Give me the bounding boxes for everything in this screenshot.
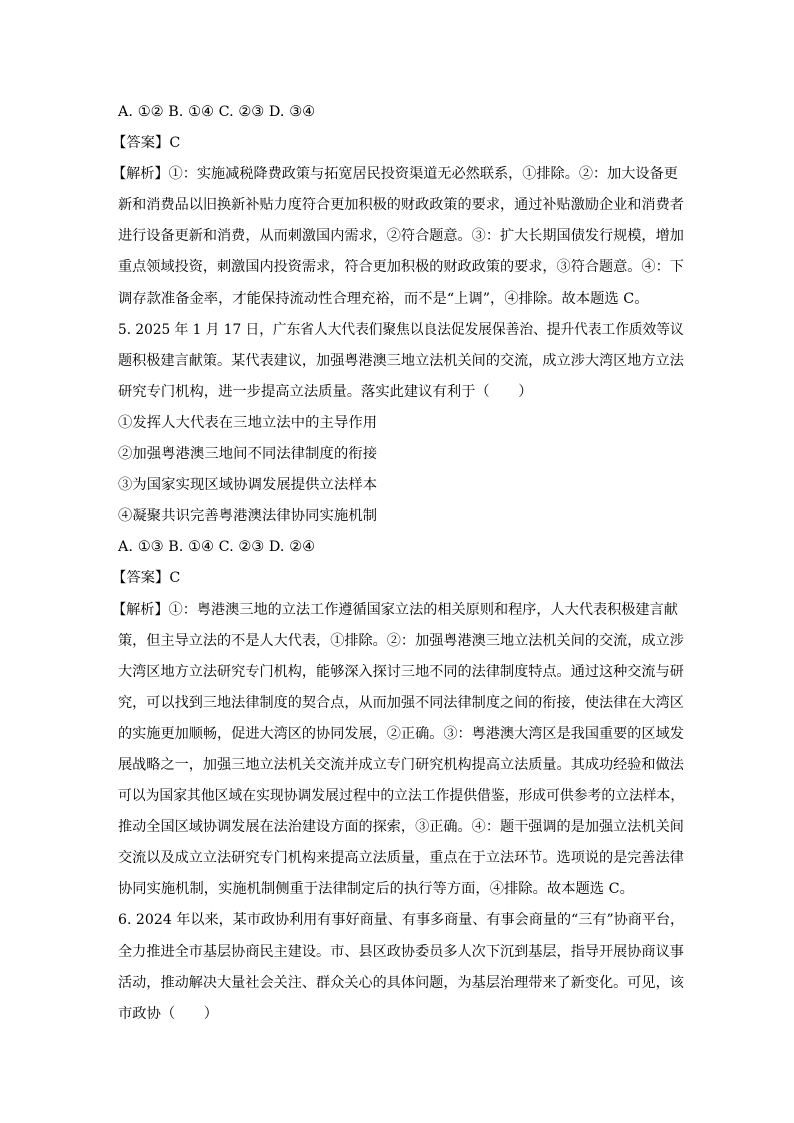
- q5-options: A. ①③ B. ①④ C. ②③ D. ②④: [118, 539, 316, 556]
- q5-analysis-line: 究，可以找到三地法律制度的契合点，从而加强不同法律制度之间的衔接，使法律在大湾区: [118, 694, 684, 711]
- q4-analysis-line: 新和消费品以旧换新补贴力度符合更加积极的财政政策的要求，通过补贴激励企业和消费者: [118, 197, 684, 214]
- q5-analysis-line: 的实施更加顺畅，促进大湾区的协同发展，②正确。③：粤港澳大湾区是我国重要的区域发: [118, 725, 684, 742]
- q5-analysis: [112, 595, 685, 906]
- q5-analysis-line: 推动全国区域协调发展在法治建设方面的探索，③正确。④：题干强调的是加强立法机关间: [118, 819, 684, 836]
- q5-choice-4: ④凝聚共识完善粤港澳法律协同实施机制: [118, 508, 378, 525]
- q5-choice-1: ①发挥人大代表在三地立法中的主导作用: [118, 414, 378, 431]
- q4-analysis-line: 【解析】①：实施减税降费政策与拓宽居民投资渠道无必然联系，①排除。②：加大设备更: [112, 166, 678, 183]
- q6-stem-line: 活动，推动解决大量社会关注、群众关心的具体问题，为基层治理带来了新变化。可见，该: [118, 974, 684, 991]
- q5-stem-line: 5. 2025 年 1 月 17 日，广东省人大代表们聚焦以良法促发展保善治、提升代表工作质效等议: [118, 321, 684, 338]
- q5-stem: [118, 315, 684, 408]
- q4-options: A. ①② B. ①④ C. ②③ D. ③④: [118, 104, 316, 120]
- q5-analysis-line: 【解析】①：粤港澳三地的立法工作遵循国家立法的相关原则和程序，人大代表积极建言献: [112, 601, 678, 618]
- q5-analysis-line: 可以为国家其他区域在实现协调发展过程中的立法工作提供借鉴，形成可供参考的立法样本，: [118, 788, 685, 805]
- q6-stem: [118, 905, 685, 1029]
- q5-analysis-line: 交流以及成立立法研究专门机构来提高立法质量，重点在于立法环节。选项说的是完善法律: [118, 850, 684, 867]
- q5-answer: 【答案】C: [112, 570, 181, 587]
- q5-analysis-line: 展战略之一，加强三地立法机关交流并成立专门研究机构提高立法质量。其成功经验和做法: [118, 756, 684, 773]
- q5-stem-line: 研究专门机构，进一步提高立法质量。落实此建议有利于（ ）: [118, 383, 533, 400]
- q5-analysis-line: 协同实施机制，实施机制侧重于法律制定后的执行等方面，④排除。故本题选 C。: [118, 881, 634, 898]
- q5-stem-line: 题积极建言献策。某代表建议，加强粤港澳三地立法机关间的交流，成立涉大湾区地方立法: [118, 352, 684, 369]
- q6-stem-line: 市政协（ ）: [118, 1005, 219, 1022]
- q4-answer: 【答案】C: [112, 135, 181, 152]
- q5-analysis-line: 策，但主导立法的不是人大代表，①排除。②：加强粤港澳三地立法机关间的交流，成立涉: [118, 632, 684, 649]
- q4-analysis-line: 重点领域投资，刺激国内投资需求，符合更加积极的财政政策的要求，③符合题意。④：下: [118, 259, 684, 276]
- q6-stem-line: 全力推进全市基层协商民主建设。市、县区政协委员多人次下沉到基层，指导开展协商议事: [118, 943, 684, 960]
- q4-analysis-line: 调存款准备金率，才能保持流动性合理充裕，而不是“上调”，④排除。故本题选 C。: [118, 290, 649, 307]
- document-page: [112, 97, 685, 1030]
- q4-analysis: [112, 159, 684, 314]
- q4-analysis-line: 进行设备更新和消费，从而刺激国内需求，②符合题意。③：扩大长期国债发行规模，增加: [118, 228, 684, 245]
- q5-choice-3: ③为国家实现区域协调发展提供立法样本: [118, 477, 378, 494]
- q6-stem-line: 6. 2024 年以来，某市政协利用有事好商量、有事多商量、有事会商量的“三有”协商平台，: [118, 912, 685, 929]
- q5-analysis-line: 大湾区地方立法研究专门机构，能够深入探讨三地不同的法律制度特点。通过这种交流与研: [118, 663, 684, 680]
- q5-choice-2: ②加强粤港澳三地间不同法律制度的衔接: [118, 446, 378, 463]
